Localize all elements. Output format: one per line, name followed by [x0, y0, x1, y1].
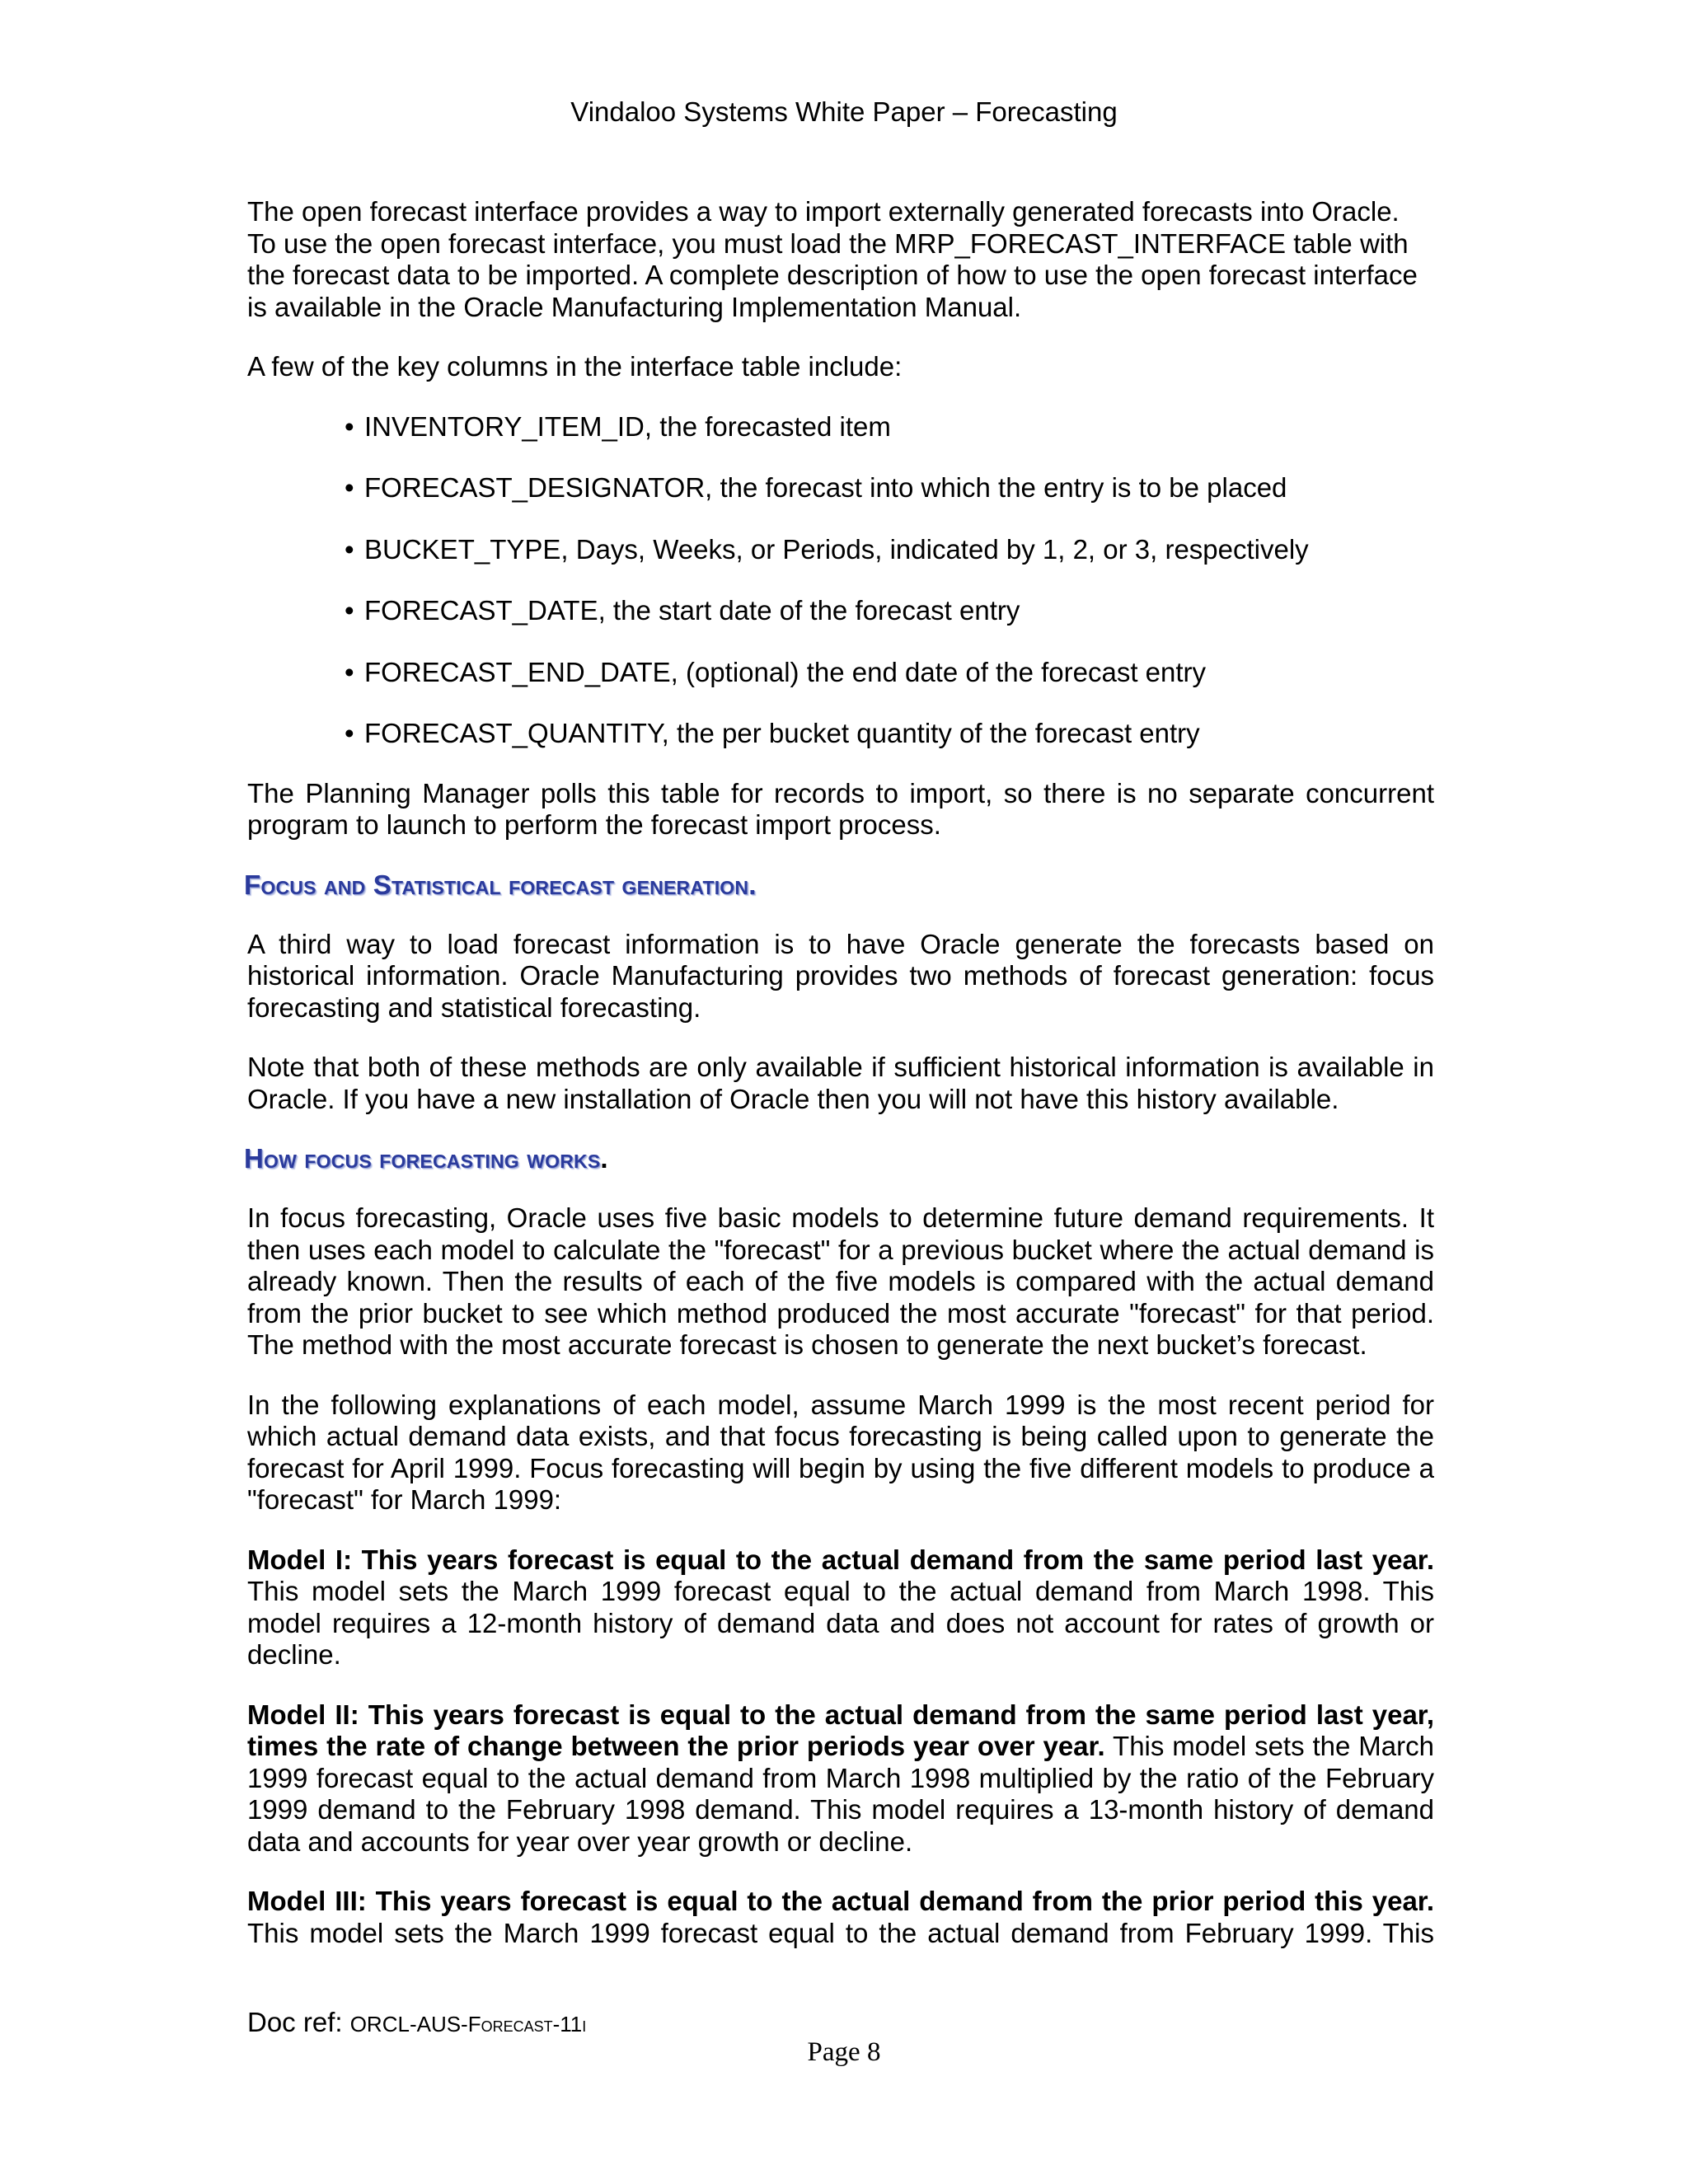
section-heading-text: How focus forecasting works [244, 1143, 601, 1174]
forecast-generation-paragraph: A third way to load forecast information is to have Oracle generate the forecasts based on historical information. Oracle Manufacturing provides two methods of forecast generation: focus forecasting and statistical forecasting. [247, 928, 1434, 1023]
section-heading-period: . [600, 1143, 608, 1174]
list-item-text: FORECAST_END_DATE, (optional) the end date of the forecast entry [364, 656, 1207, 687]
bullet-icon: • [345, 472, 354, 503]
list-item [345, 411, 1434, 443]
focus-forecasting-paragraph: In focus forecasting, Oracle uses five basic models to determine future demand requirements. It then uses each model to calculate the "forecast" for a previous bucket where the actual demand is already known. Then the results of each of the five models is compared with the actual demand from the prior bucket to see which method produced the most accurate "forecast" for that period. The method with the most accurate forecast is chosen to generate the next bucket’s forecast. [247, 1202, 1434, 1360]
page-number: Page 8 [807, 2037, 881, 2067]
model-2-paragraph [247, 1699, 1434, 1858]
model-3-body: This model sets the March 1999 forecast equal to the actual demand from February 1999. This [247, 1917, 1434, 1948]
bullet-icon: • [345, 718, 354, 748]
list-item-text: INVENTORY_ITEM_ID, the forecasted item [364, 410, 891, 442]
model-1-title: Model I: This years forecast is equal to the actual demand from the same period last year. [247, 1544, 1434, 1575]
page-body [244, 196, 1434, 1977]
model-3-title: Model III: This years forecast is equal to the actual demand from the prior period this year. [247, 1886, 1434, 1916]
columns-intro-paragraph: A few of the key columns in the interface table include: [247, 351, 903, 382]
doc-ref-code: ORCL-AUS-Forecast-11i [349, 2012, 587, 2036]
model-2-title: Model II: This years forecast is equal to the actual demand from the same period last year, times the rate of change between the prior periods year over year. [247, 1699, 1434, 1761]
model-1-paragraph [247, 1544, 1434, 1671]
model-explanation-paragraph: In the following explanations of each model, assume March 1999 is the most recent period for which actual demand data exists, and that focus forecasting is being called upon to generate the forecast for April 1999. Focus forecasting will begin by using the five different models to produce a "forecast" for March 1999: [247, 1389, 1434, 1515]
bullet-icon: • [345, 656, 354, 687]
planning-manager-paragraph: The Planning Manager polls this table for records to import, so there is no separate concurrent program to launch to perform the forecast import process. [247, 777, 1434, 840]
list-item-text: FORECAST_QUANTITY, the per bucket quantity of the forecast entry [364, 718, 1200, 748]
intro-paragraph: The open forecast interface provides a way to import externally generated forecasts into Oracle. To use the open forecast interface, you must load the MRP_FORECAST_INTERFACE table with the forecast data to be imported. A complete description of how to use the open forecast interface is available in the Oracle Manufacturing Implementation Manual. [247, 196, 1418, 322]
section-heading-how-focus-forecasting-works [244, 1143, 1434, 1174]
model-3-paragraph [247, 1886, 1434, 1949]
page-header: Vindaloo Systems White Paper – Forecasting [570, 96, 1118, 127]
list-item [345, 472, 1434, 504]
key-columns-list [247, 411, 1434, 750]
doc-ref-label: Doc ref: [247, 2007, 350, 2037]
bullet-icon: • [345, 410, 354, 442]
list-item [345, 718, 1434, 750]
list-item-text: BUCKET_TYPE, Days, Weeks, or Periods, indicated by 1, 2, or 3, respectively [364, 533, 1309, 565]
list-item [345, 534, 1434, 566]
list-item-text: FORECAST_DATE, the start date of the forecast entry [364, 595, 1020, 626]
model-1-body: This model sets the March 1999 forecast equal to the actual demand from March 1998. This model requires a 12-month history of demand data and does not account for rates of growth or decline. [247, 1576, 1434, 1670]
bullet-icon: • [345, 533, 354, 565]
model-2-body: This model sets the March 1999 forecast equal to the actual demand from March 1998 multiplied by the ratio of the February 1999 demand to the February 1998 demand. This model requires a 13-month history of demand data and accounts for year over year growth or decline. [247, 1731, 1434, 1857]
list-item [345, 595, 1434, 627]
bullet-icon: • [345, 595, 354, 626]
list-item-text: FORECAST_DESIGNATOR, the forecast into which the entry is to be placed [364, 472, 1287, 503]
section-heading-focus-statistical: Focus and Statistical forecast generation. [244, 869, 757, 900]
history-note-paragraph: Note that both of these methods are only available if sufficient historical information is available in Oracle. If you have a new installation of Oracle then you will not have this history available. [247, 1052, 1434, 1114]
list-item [345, 657, 1434, 689]
